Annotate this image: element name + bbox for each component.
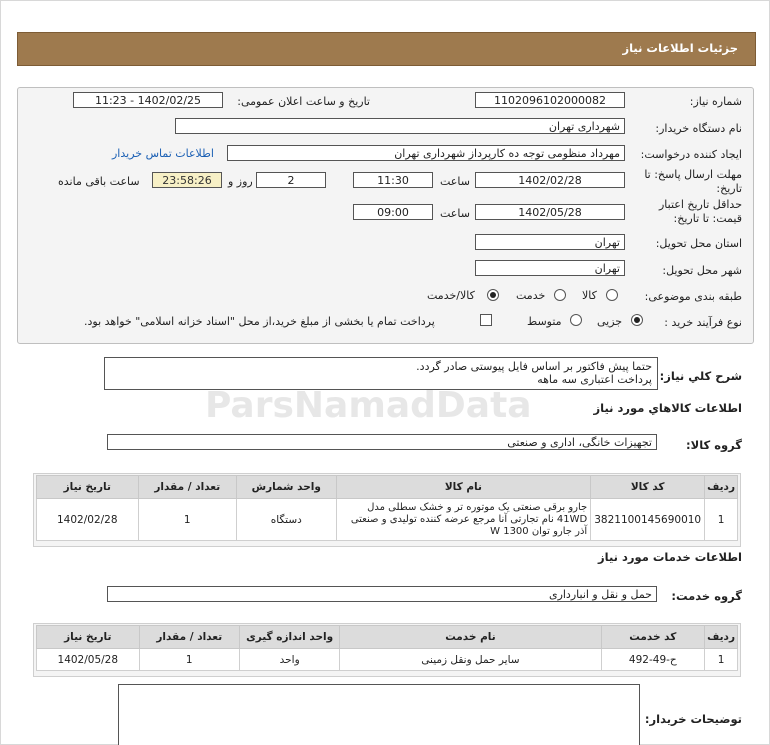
services-col-code: کد خدمت (601, 626, 705, 649)
buyer-label: نام دستگاه خریدار: (655, 122, 742, 135)
services-col-qty: تعداد / مقدار (139, 626, 239, 649)
table-row (37, 499, 738, 541)
description-label: شرح کلي نياز: (659, 369, 742, 383)
goods-group-field: تجهیزات خانگی، اداری و صنعتی (107, 434, 657, 450)
remaining-label: ساعت باقی مانده (58, 175, 140, 188)
services-col-name: نام خدمت (340, 626, 601, 649)
deadline-time-label: ساعت (440, 175, 470, 188)
goods-section-title: اطلاعات کالاهاي مورد نياز (593, 401, 742, 415)
days-label: روز و (228, 175, 253, 188)
deadline-date-field: 1402/02/28 (475, 172, 625, 188)
services-table (36, 625, 738, 671)
details-header (17, 32, 756, 66)
services-cell-unit: واحد (239, 649, 339, 671)
category-option-goods-service: کالا/خدمت (427, 289, 475, 302)
deadline-time-field: 11:30 (353, 172, 433, 188)
process-option-medium: متوسط (527, 315, 562, 328)
services-group-field: حمل و نقل و انبارداری (107, 586, 657, 602)
validity-time-field: 09:00 (353, 204, 433, 220)
description-textarea (104, 357, 658, 390)
buyer-contact-link[interactable]: اطلاعات تماس خریدار (112, 147, 214, 160)
process-radio-minor[interactable] (631, 314, 643, 326)
goods-cell-unit: دستگاه (236, 499, 336, 541)
buyer-notes-label: توضیحات خریدار: (644, 712, 742, 726)
header-title: جزئیات اطلاعات نیاز (622, 41, 738, 55)
process-radio-medium[interactable] (570, 314, 582, 326)
goods-cell-qty: 1 (138, 499, 236, 541)
buyer-notes-textarea (118, 684, 640, 745)
treasury-payment-checkbox[interactable] (480, 314, 492, 326)
category-radio-goods-service[interactable] (487, 289, 499, 301)
services-cell-row: 1 (705, 649, 738, 671)
goods-col-code: کد کالا (591, 476, 705, 499)
buyer-field: شهرداری تهران (175, 118, 625, 134)
remaining-time-field: 23:58:26 (152, 172, 222, 188)
services-cell-qty: 1 (139, 649, 239, 671)
table-row (37, 649, 738, 671)
category-radio-service[interactable] (554, 289, 566, 301)
category-radio-goods[interactable] (606, 289, 618, 301)
validity-label: حداقل تاریخ اعتبار قیمت: تا تاریخ: (658, 198, 742, 225)
services-cell-name: سایر حمل ونقل زمینی (340, 649, 601, 671)
process-option-minor: جزیی (597, 315, 623, 328)
category-option-goods: کالا (582, 289, 597, 302)
process-label: نوع فرآیند خرید : (664, 316, 742, 329)
goods-cell-row: 1 (705, 499, 738, 541)
description-line-1: حتما پیش فاکتور بر اساس فایل پیوستی صادر گردد. (416, 360, 652, 373)
creator-label: ایجاد کننده درخواست: (640, 148, 742, 161)
validity-date-field: 1402/05/28 (475, 204, 625, 220)
services-group-label: گروه خدمت: (671, 589, 742, 603)
goods-col-unit: واحد شمارش (236, 476, 336, 499)
goods-col-name: نام کالا (336, 476, 591, 499)
need-number-label: شماره نیاز: (689, 95, 742, 108)
province-field: تهران (475, 234, 625, 250)
services-col-date: تاریخ نیاز (37, 626, 140, 649)
goods-table (36, 475, 738, 541)
services-section-title: اطلاعات خدمات مورد نیاز (598, 550, 742, 564)
city-label: شهر محل تحویل: (662, 264, 742, 277)
creator-field: مهرداد منظومی توجه ده کارپرداز شهرداری تهران (227, 145, 625, 161)
description-line-2: پرداخت اعتباری سه ماهه (537, 373, 652, 386)
need-number-field: 1102096102000082 (475, 92, 625, 108)
announce-field: 1402/02/25 - 11:23 (73, 92, 223, 108)
goods-col-row: ردیف (705, 476, 738, 499)
goods-col-date: تاریخ نیاز (37, 476, 139, 499)
announce-label: تاریخ و ساعت اعلان عمومی: (237, 95, 370, 108)
category-label: طبقه بندی موضوعی: (644, 290, 742, 303)
goods-cell-date: 1402/02/28 (37, 499, 139, 541)
services-col-unit: واحد اندازه گیری (239, 626, 339, 649)
validity-time-label: ساعت (440, 207, 470, 220)
treasury-payment-note: پرداخت تمام یا بخشی از مبلغ خرید،از محل "اسناد خزانه اسلامی" خواهد بود. (84, 315, 435, 328)
province-label: استان محل تحویل: (655, 237, 742, 250)
goods-group-label: گروه کالا: (686, 438, 742, 452)
services-cell-date: 1402/05/28 (37, 649, 140, 671)
services-col-row: ردیف (705, 626, 738, 649)
goods-col-qty: تعداد / مقدار (138, 476, 236, 499)
services-cell-code: ح-49-492 (601, 649, 705, 671)
goods-cell-code: 3821100145690010 (591, 499, 705, 541)
category-option-service: خدمت (516, 289, 546, 302)
days-field: 2 (256, 172, 326, 188)
deadline-label: مهلت ارسال پاسخ: تا تاریخ: (644, 168, 742, 195)
goods-cell-name: جارو برقی صنعتی یک موتوره تر و خشک سطلی مدل 41WD نام تجارتی آنا مرجع عرضه کننده تولیدی و صنعتی آذر جارو توان 1300 W (336, 499, 591, 541)
city-field: تهران (475, 260, 625, 276)
